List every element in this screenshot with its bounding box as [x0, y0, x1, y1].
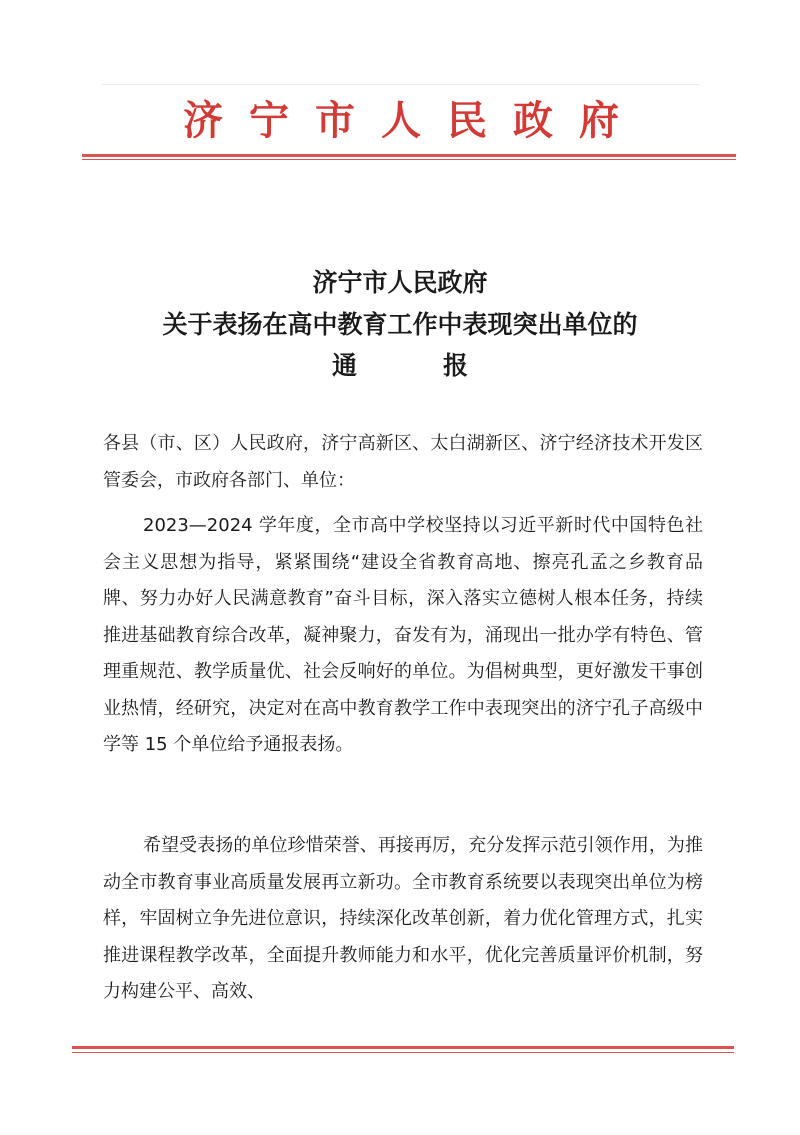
- addressee-text: 各县（市、区）人民政府，济宁高新区、太白湖新区、济宁经济技术开发区管委会，市政府各部门、单位：: [103, 433, 703, 491]
- document-title-line-1: 济宁市人民政府: [312, 268, 488, 297]
- body-paragraph-2: 希望受表扬的单位珍惜荣誉、再接再厉，充分发挥示范引领作用，为推动全市教育事业高质量发展再立新功。全市教育系统要以表现突出单位为榜样，牢固树立争先进位意识，持续深化改革创新，着力优化管理方式，扎实推进课程教学改革，全面提升教师能力和水平，优化完善质量评价机制，努力构建公平、高效、: [103, 835, 703, 1002]
- footer-rule-thin: [72, 1052, 734, 1053]
- addressee-block: [103, 426, 703, 499]
- letterhead-title: 济宁市人民政府: [183, 97, 645, 144]
- letterhead-rule-thick: [82, 154, 736, 157]
- letterhead-rule-thin: [82, 159, 736, 160]
- body-paragraph-2-block: [103, 828, 703, 1011]
- body-paragraph-1: 2023—2024 学年度，全市高中学校坚持以习近平新时代中国特色社会主义思想为指导，紧紧围绕“建设全省教育高地、擦亮孔孟之乡教育品牌、努力办好人民满意教育”奋斗目标，深入落实立德树人根本任务，持续推进基础教育综合改革，凝神聚力，奋发有为，涌现出一批办学有特色、管理重规范、教学质量优、社会反响好的单位。为倡树典型，更好激发干事创业热情，经研究，决定对在高中教育教学工作中表现突出的济宁孔子高级中学等 15 个单位给予通报表扬。: [103, 515, 703, 755]
- footer-rule-thick: [72, 1046, 734, 1049]
- document-title-line-3: 通报: [331, 351, 554, 380]
- document-title-line-2: 关于表扬在高中教育工作中表现突出单位的: [162, 310, 638, 339]
- body-paragraph-1-block: [103, 508, 703, 764]
